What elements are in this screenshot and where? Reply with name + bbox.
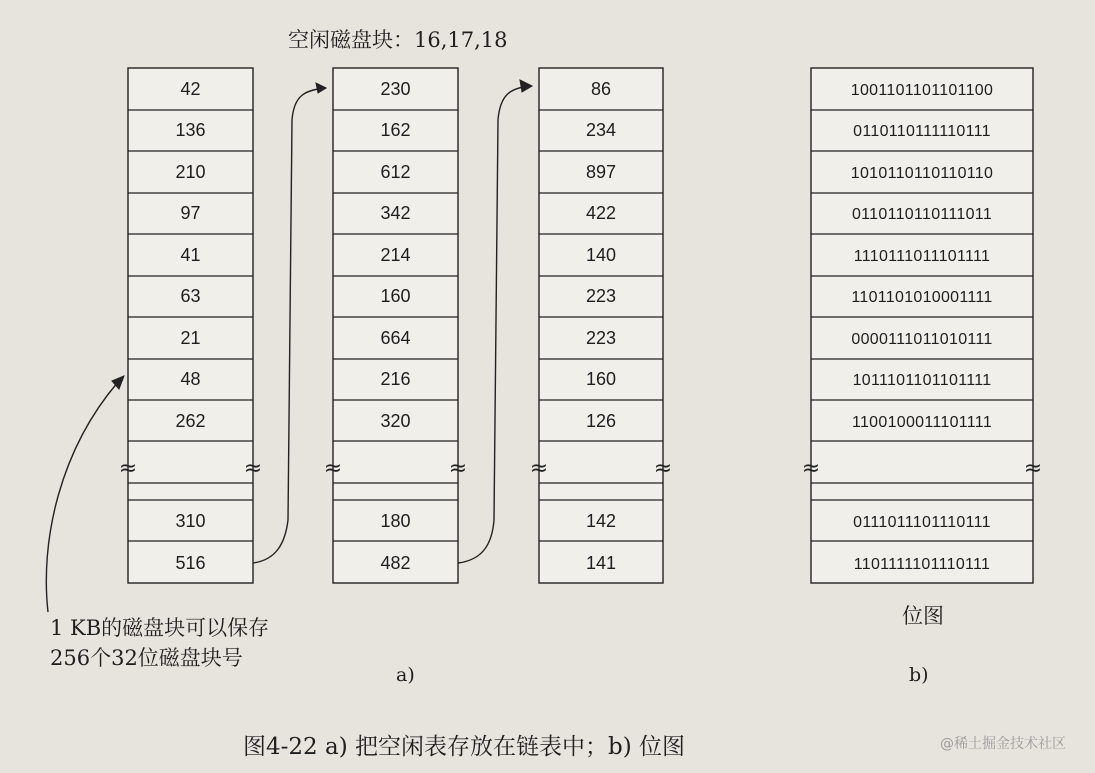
list-col2-cell-value: 230 (380, 79, 411, 99)
list-col1-cell-value: 210 (175, 162, 206, 182)
label-b: b) (909, 664, 929, 686)
list-col3-cell-value: 897 (585, 162, 617, 182)
list-col1-cell-value: 48 (180, 369, 201, 389)
list-col3-cell-value: 422 (585, 203, 617, 223)
list-col2-cell-value: 320 (380, 411, 411, 431)
list-col3-break-gap (540, 452, 662, 484)
list-col3-box (539, 68, 663, 583)
list-col2-cell-value: 160 (380, 286, 411, 306)
bitmap-cell-value: 1101101010001111 (851, 289, 993, 306)
arrowhead-col2-col3 (520, 80, 532, 92)
bitmap-cell-value: 1011101101101111 (852, 372, 992, 389)
list-col1-cell-value: 97 (180, 203, 201, 223)
list-col2-break-symbol: ≈ (448, 456, 468, 481)
list-col1-cell-value: 262 (175, 411, 206, 431)
list-col2-break-gap (334, 452, 457, 484)
list-col3-cell-value: 234 (585, 120, 617, 140)
list-col1-box (128, 68, 253, 583)
link-arrow-col2-col3 (458, 86, 530, 563)
bitmap-cell-value: 1100100011101111 (851, 414, 993, 431)
watermark: @稀土掘金技术社区 (940, 736, 1066, 752)
bitmap-break-symbol: ≈ (1023, 456, 1043, 481)
list-col3-cell-value: 223 (585, 328, 617, 348)
list-col2-cell-value: 664 (380, 328, 411, 348)
list-col2-cell-value: 162 (380, 120, 411, 140)
label-a: a) (396, 664, 415, 686)
list-col2-cell-value: 612 (380, 162, 411, 182)
list-col3-cell-value: 86 (590, 79, 612, 99)
bitmap-cell-value: 0000111011010111 (851, 331, 993, 348)
list-col1-cell-value: 63 (180, 286, 201, 306)
bitmap-cell-value: 0110110110111011 (851, 206, 993, 223)
list-col1-cell-value: 136 (175, 120, 206, 140)
list-col1-cell-value: 516 (175, 553, 206, 573)
bitmap-break-gap (812, 452, 1032, 484)
list-col3-cell-value: 141 (585, 553, 617, 573)
list-col3-cell-value: 140 (585, 245, 617, 265)
list-col2-cell-value: 342 (380, 203, 411, 223)
bitmap-cell-value: 1110111011101111 (853, 248, 991, 265)
annotation-line-1: 1 KB的磁盘块可以保存 (50, 616, 270, 640)
annotation-arrow (46, 382, 118, 612)
list-col1-cell-value: 310 (175, 511, 206, 531)
list-col2-break-symbol: ≈ (323, 456, 343, 481)
list-col3-break-symbol: ≈ (653, 456, 673, 481)
bitmap-cell-value: 0111011101110111 (853, 514, 991, 531)
list-col2-box (333, 68, 458, 583)
bitmap-cell-value: 0110110111110111 (853, 123, 991, 140)
bitmap-label: 位图 (902, 604, 944, 628)
bitmap-break-symbol: ≈ (801, 456, 821, 481)
list-col1-break-symbol: ≈ (243, 456, 263, 481)
list-col3-cell-value: 126 (585, 411, 617, 431)
bitmap-cell-value: 1010110110110110 (850, 165, 994, 182)
list-col1-cell-value: 42 (180, 79, 201, 99)
list-col1-break-symbol: ≈ (118, 456, 138, 481)
list-col1-cell-value: 21 (180, 328, 201, 348)
list-col1-break-gap (129, 452, 252, 484)
free-blocks-label: 空闲磁盘块：16,17,18 (288, 28, 508, 52)
list-col3-cell-value: 223 (585, 286, 617, 306)
bitmap-cell-value: 1001101101101100 (850, 82, 994, 99)
annotation-line-2: 256个32位磁盘块号 (50, 646, 243, 670)
list-col3-cell-value: 142 (585, 511, 617, 531)
list-col2-cell-value: 180 (380, 511, 411, 531)
list-col1-cell-value: 41 (180, 245, 201, 265)
bitmap-cell-value: 1101111101110111 (853, 556, 991, 573)
figure-caption: 图4-22 a) 把空闲表存放在链表中；b) 位图 (243, 734, 685, 760)
bitmap-box (811, 68, 1033, 583)
list-col2-cell-value: 482 (380, 553, 411, 573)
list-col3-cell-value: 160 (585, 369, 617, 389)
list-col2-cell-value: 214 (380, 245, 411, 265)
arrowhead-col1-col2 (316, 83, 326, 93)
link-arrow-col1-col2 (253, 88, 326, 563)
list-col2-cell-value: 216 (380, 369, 411, 389)
list-col3-break-symbol: ≈ (529, 456, 549, 481)
